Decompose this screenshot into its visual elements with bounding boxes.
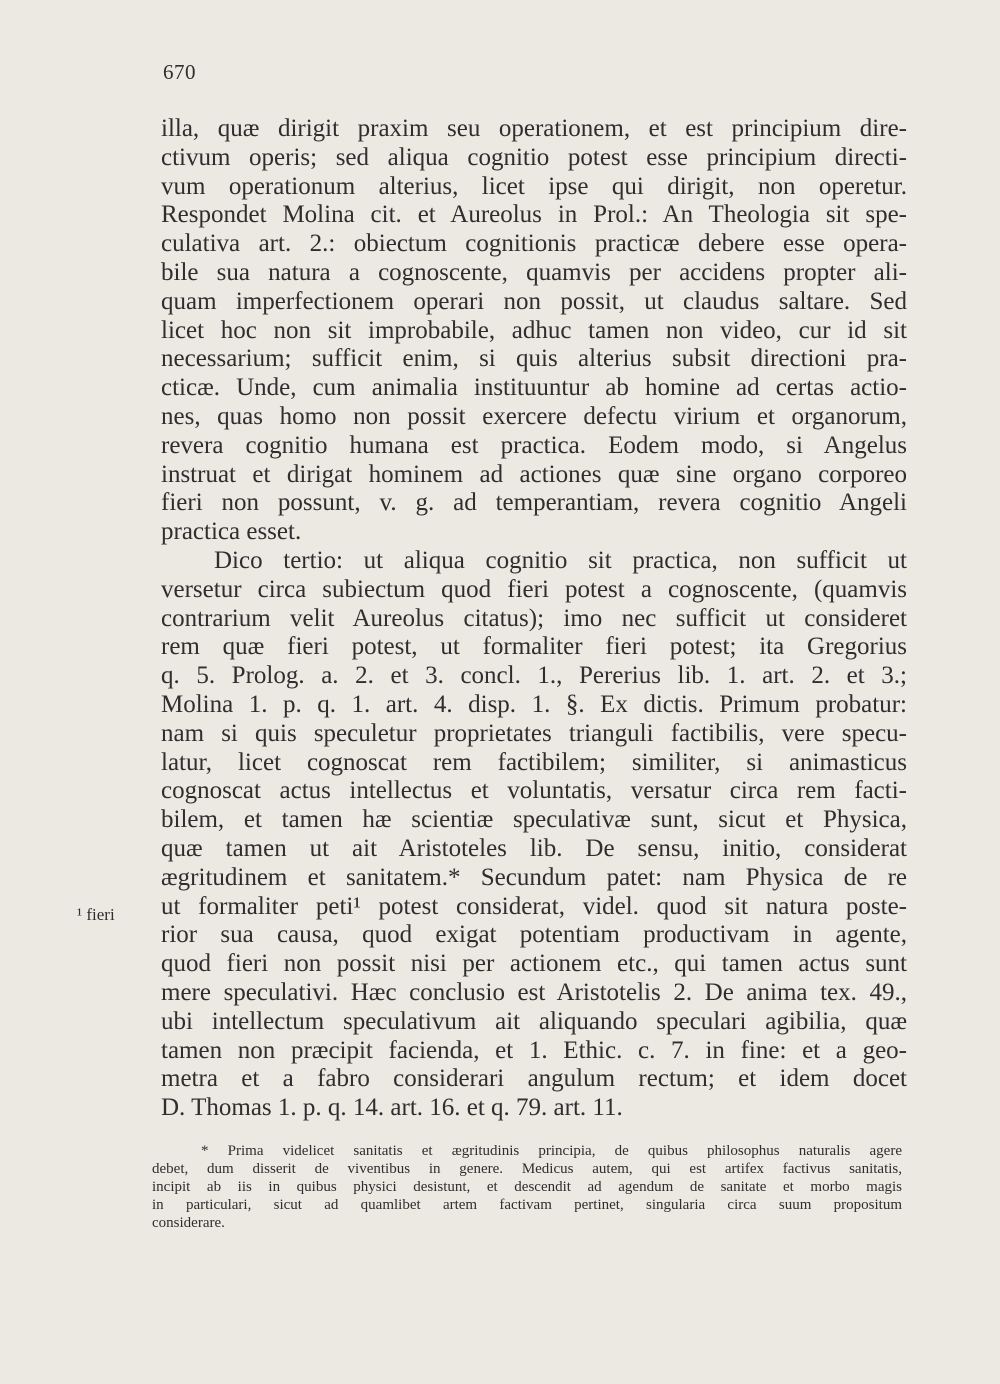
text-line: metra et a fabro considerari angulum rectum; et idem docet (161, 1065, 907, 1093)
text-line: ubi intellectum speculativum ait aliquando speculari agibilia, quæ (161, 1007, 907, 1035)
text-line: culativa art. 2.: obiectum cognitionis practicæ debere esse opera- (161, 230, 907, 258)
footnote-line: in particulari, sicut ad quamlibet artem factivam pertinet, singularia circa suum propositum (152, 1197, 902, 1213)
text-line: ut formaliter peti¹ potest considerat, videl. quod sit natura poste- (161, 892, 907, 920)
footnote (152, 1142, 902, 1232)
text-line: nam si quis speculetur proprietates trianguli factibilis, vere specu- (161, 719, 907, 747)
text-line: quod fieri non possit nisi per actionem etc., qui tamen actus sunt (161, 950, 907, 978)
text-line: bilem, et tamen hæ scientiæ speculativæ sunt, sicut et Physica, (161, 806, 907, 834)
text-line: quam imperfectionem operari non possit, ut claudus saltare. Sed (161, 287, 907, 315)
text-line: Respondet Molina cit. et Aureolus in Prol.: An Theologia sit spe- (161, 201, 907, 229)
footnote-line: considerare. (152, 1215, 225, 1231)
text-line: necessarium; sufficit enim, si quis alterius subsit directioni pra- (161, 345, 907, 373)
text-line: versetur circa subiectum quod fieri potest a cognoscente, (quamvis (161, 575, 907, 603)
text-line: mere speculativi. Hæc conclusio est Aristotelis 2. De anima tex. 49., (161, 978, 907, 1006)
text-line: cognoscat actus intellectus et voluntatis, versatur circa rem facti- (161, 777, 907, 805)
text-line: vum operationum alterius, licet ipse qui dirigit, non operetur. (161, 172, 907, 200)
text-line: bile sua natura a cognoscente, quamvis per accidens propter ali- (161, 258, 907, 286)
footnote-line: * Prima videlicet sanitatis et ægritudinis principia, de quibus philosophus naturalis agere (201, 1143, 902, 1159)
text-line: tamen non præcipit facienda, et 1. Ethic. c. 7. in fine: et a geo- (161, 1036, 907, 1064)
text-line: rem quæ fieri potest, ut formaliter fieri potest; ita Gregorius (161, 633, 907, 661)
page-number: 670 (163, 60, 196, 84)
text-line: instruat et dirigat hominem ad actiones quæ sine organo corporeo (161, 460, 907, 488)
text-line: Dico tertio: ut aliqua cognitio sit practica, non sufficit ut (214, 546, 907, 574)
text-line: latur, licet cognoscat rem factibilem; similiter, si animasticus (161, 748, 907, 776)
footnote-line: debet, dum disserit de viventibus in genere. Medicus autem, qui est artifex factivus sanitatis, (152, 1161, 902, 1177)
text-line: revera cognitio humana est practica. Eodem modo, si Angelus (161, 431, 907, 459)
text-line: illa, quæ dirigit praxim seu operationem, et est principium dire- (161, 115, 907, 142)
text-line: licet hoc non sit improbabile, adhuc tamen non video, cur id sit (161, 316, 907, 344)
text-line: practica esset. (161, 518, 302, 546)
text-line: rior sua causa, quod exigat potentiam productivam in agente, (161, 921, 907, 949)
text-line: quæ tamen ut ait Aristoteles lib. De sensu, initio, considerat (161, 834, 907, 862)
margin-note: ¹ fieri (77, 905, 115, 924)
text-line: ctivum operis; sed aliqua cognitio potest esse principium directi- (161, 143, 907, 171)
text-line: cticæ. Unde, cum animalia instituuntur ab homine ad certas actio- (161, 374, 907, 402)
text-line: D. Thomas 1. p. q. 14. art. 16. et q. 79. art. 11. (161, 1094, 623, 1122)
text-line: nes, quas homo non possit exercere defectu virium et organorum, (161, 402, 907, 430)
text-line: contrarium velit Aureolus citatus); imo nec sufficit ut consideret (161, 604, 907, 632)
text-line: fieri non possunt, v. g. ad temperantiam, revera cognitio Angeli (161, 489, 907, 517)
text-line: q. 5. Prolog. a. 2. et 3. concl. 1., Pererius lib. 1. art. 2. et 3.; (161, 662, 907, 690)
footnote-line: incipit ab iis in quibus physici desistunt, et descendit ad agendum de sanitate et morbo magis (152, 1179, 902, 1195)
body-text (161, 115, 907, 1123)
text-line: Molina 1. p. q. 1. art. 4. disp. 1. §. Ex dictis. Primum probatur: (161, 690, 907, 718)
text-line: ægritudinem et sanitatem.* Secundum patet: nam Physica de re (161, 863, 907, 891)
